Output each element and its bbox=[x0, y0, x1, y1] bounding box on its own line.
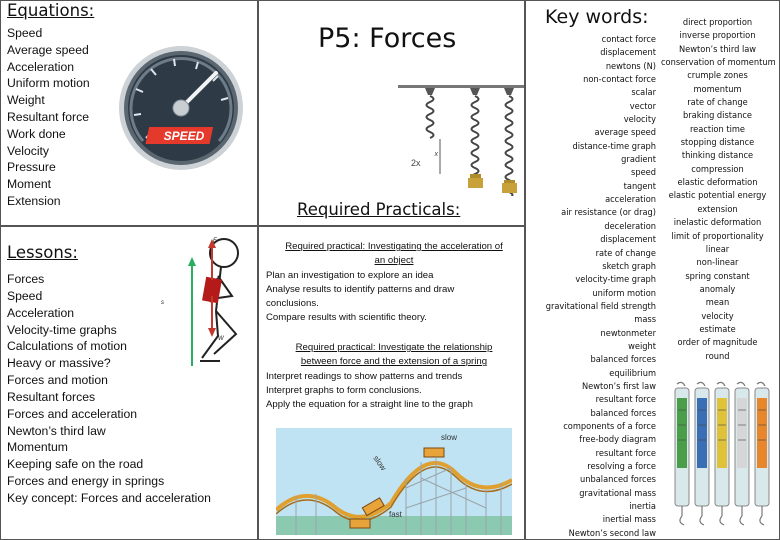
practical-2-line: Apply the equation for a straight line to the graph bbox=[266, 399, 473, 411]
list-item: Keeping safe on the road bbox=[7, 457, 144, 472]
practical-2-line: Interpret graphs to form conclusions. bbox=[266, 384, 422, 396]
keyword-item: inertial mass bbox=[602, 514, 656, 526]
list-item: Forces and motion bbox=[7, 373, 108, 388]
keyword-item: linear bbox=[705, 243, 730, 255]
keyword-item: compression bbox=[691, 163, 744, 175]
keyword-item: average speed bbox=[594, 127, 656, 139]
keyword-item: tangent bbox=[623, 180, 656, 192]
list-item: Average speed bbox=[7, 42, 89, 57]
practical-2 bbox=[266, 341, 522, 412]
keyword-item: velocity bbox=[701, 310, 734, 322]
keyword-item: inelastic deformation bbox=[673, 217, 762, 229]
keyword-item: Newton’s first law bbox=[581, 380, 656, 392]
practical-2-line: Interpret readings to show patterns and trends bbox=[266, 370, 463, 382]
keyword-item: rate of change bbox=[687, 97, 748, 109]
spring-small-label: x bbox=[434, 151, 438, 158]
list-item: Newton’s third law bbox=[7, 423, 106, 438]
page-title: P5: Forces bbox=[318, 23, 457, 54]
keyword-item: distance-time graph bbox=[572, 140, 656, 152]
keyword-item: newtons (N) bbox=[605, 60, 656, 72]
list-item: Acceleration bbox=[7, 59, 75, 74]
keyword-item: newtonmeter bbox=[600, 327, 656, 339]
keywords-column-1 bbox=[546, 33, 656, 540]
keyword-item: vector bbox=[629, 100, 656, 112]
keyword-item: unbalanced forces bbox=[580, 474, 656, 486]
keyword-item: non-linear bbox=[696, 257, 739, 269]
keyword-item: air resistance (or drag) bbox=[561, 207, 656, 219]
svg-text:F: F bbox=[213, 238, 217, 244]
newtonmeters-image bbox=[665, 380, 777, 530]
keyword-item: extension bbox=[697, 203, 738, 215]
practical-1-line: Compare results with scientific theory. bbox=[266, 312, 427, 324]
list-item: Work done bbox=[7, 126, 66, 141]
practical-1-title: Required practical: Investigating the acceleration of bbox=[285, 241, 503, 252]
keyword-item: components of a force bbox=[563, 420, 656, 432]
keyword-item: gravitational mass bbox=[579, 487, 656, 499]
keyword-item: inertia bbox=[629, 501, 656, 513]
springs-diagram bbox=[398, 84, 524, 196]
keyword-item: uniform motion bbox=[592, 287, 656, 299]
practical-1-title: an object bbox=[374, 255, 414, 267]
keyword-item: inverse proportion bbox=[679, 30, 756, 42]
list-item: Resultant force bbox=[7, 109, 89, 124]
keyword-item: gradient bbox=[621, 154, 656, 166]
keyword-item: elastic potential energy bbox=[668, 190, 767, 202]
keywords-heading: Key words: bbox=[545, 6, 649, 28]
keyword-item: conservation of momentum bbox=[661, 57, 776, 69]
practical-1-line: Analyse results to identify patterns and draw bbox=[266, 283, 455, 295]
keyword-item: non-contact force bbox=[583, 74, 656, 86]
keyword-item: resultant force bbox=[595, 394, 656, 406]
list-item: Key concept: Forces and acceleration bbox=[7, 490, 211, 505]
keyword-item: resolving a force bbox=[587, 461, 656, 472]
lessons-heading: Lessons: bbox=[7, 243, 78, 262]
practical-2-title: Required practical: Investigate the relationship bbox=[295, 342, 493, 353]
keyword-item: mean bbox=[705, 297, 730, 309]
list-item: Heavy or massive? bbox=[7, 356, 111, 371]
list-item: Velocity bbox=[7, 143, 50, 158]
practical-1-line: Plan an investigation to explore an idea bbox=[266, 269, 434, 281]
equations-list bbox=[7, 25, 90, 210]
keyword-item: spring constant bbox=[685, 270, 750, 282]
svg-text:W: W bbox=[218, 336, 224, 342]
keyword-item: crumple zones bbox=[687, 70, 748, 82]
keyword-item: braking distance bbox=[683, 110, 752, 122]
list-item: Uniform motion bbox=[7, 76, 90, 91]
keyword-item: gravitational field strength bbox=[545, 300, 656, 312]
rollercoaster-label: slow bbox=[441, 433, 458, 442]
speedometer-label: SPEED bbox=[163, 129, 205, 143]
keyword-item: thinking distance bbox=[681, 150, 754, 162]
equations-heading: Equations: bbox=[7, 1, 95, 20]
keyword-item: deceleration bbox=[604, 220, 656, 232]
keyword-item: equilibrium bbox=[609, 367, 656, 379]
stick-figure-diagram bbox=[156, 236, 252, 371]
keyword-item: Newton’s third law bbox=[678, 43, 757, 55]
keyword-item: balanced forces bbox=[590, 354, 656, 366]
list-item: Forces and acceleration bbox=[7, 406, 138, 421]
svg-text:s: s bbox=[161, 300, 164, 306]
keyword-item: stopping distance bbox=[680, 137, 755, 149]
keyword-item: speed bbox=[631, 167, 656, 179]
list-item: Moment bbox=[7, 177, 52, 192]
keyword-item: contact force bbox=[601, 34, 656, 45]
keyword-item: elastic deformation bbox=[677, 177, 758, 189]
list-item: Speed bbox=[7, 288, 43, 303]
keyword-item: limit of proportionality bbox=[671, 230, 764, 242]
spring-extension-label: 2x bbox=[411, 158, 421, 168]
keyword-item: order of magnitude bbox=[677, 337, 758, 349]
keyword-item: velocity bbox=[623, 114, 656, 126]
keyword-item: direct proportion bbox=[682, 17, 753, 28]
keywords-column-2 bbox=[661, 16, 774, 363]
keyword-item: sketch graph bbox=[602, 260, 656, 272]
keyword-item: acceleration bbox=[605, 194, 656, 206]
practical-2-title: between force and the extension of a spring bbox=[300, 356, 488, 368]
list-item: Forces bbox=[7, 272, 45, 286]
keyword-item: scalar bbox=[631, 87, 656, 99]
list-item: Weight bbox=[7, 93, 45, 108]
keyword-item: reaction time bbox=[689, 123, 746, 135]
keyword-item: anomaly bbox=[699, 283, 736, 295]
list-item: Acceleration bbox=[7, 305, 75, 320]
keyword-item: estimate bbox=[699, 323, 736, 335]
rollercoaster-label: fast bbox=[389, 510, 402, 519]
keyword-item: free-body diagram bbox=[579, 434, 656, 446]
keyword-item: mass bbox=[634, 314, 656, 326]
practical-1-line: conclusions. bbox=[266, 298, 319, 310]
rollercoaster-image bbox=[276, 428, 512, 535]
list-item: Momentum bbox=[7, 440, 68, 455]
keyword-item: resultant force bbox=[595, 447, 656, 459]
keyword-item: displacement bbox=[600, 47, 656, 59]
practical-1 bbox=[266, 240, 522, 326]
list-item: Resultant forces bbox=[7, 389, 96, 404]
keyword-item: weight bbox=[628, 340, 656, 352]
keyword-item: round bbox=[705, 350, 730, 362]
keyword-item: displacement bbox=[600, 234, 656, 246]
list-item: Velocity-time graphs bbox=[7, 322, 117, 337]
list-item: Calculations of motion bbox=[7, 339, 127, 354]
keyword-item: rate of change bbox=[595, 247, 656, 259]
keyword-item: balanced forces bbox=[590, 407, 656, 419]
list-item: Speed bbox=[7, 26, 43, 40]
list-item: Extension bbox=[7, 193, 61, 208]
list-item: Pressure bbox=[7, 160, 56, 175]
practicals-heading: Required Practicals: bbox=[297, 200, 461, 219]
keyword-item: Newton’s second law bbox=[568, 527, 656, 539]
keyword-item: velocity-time graph bbox=[575, 274, 656, 286]
keyword-item: momentum bbox=[693, 83, 742, 95]
speedometer-image bbox=[116, 43, 246, 173]
rollercoaster-label: slow bbox=[371, 453, 388, 473]
list-item: Forces and energy in springs bbox=[7, 474, 165, 489]
